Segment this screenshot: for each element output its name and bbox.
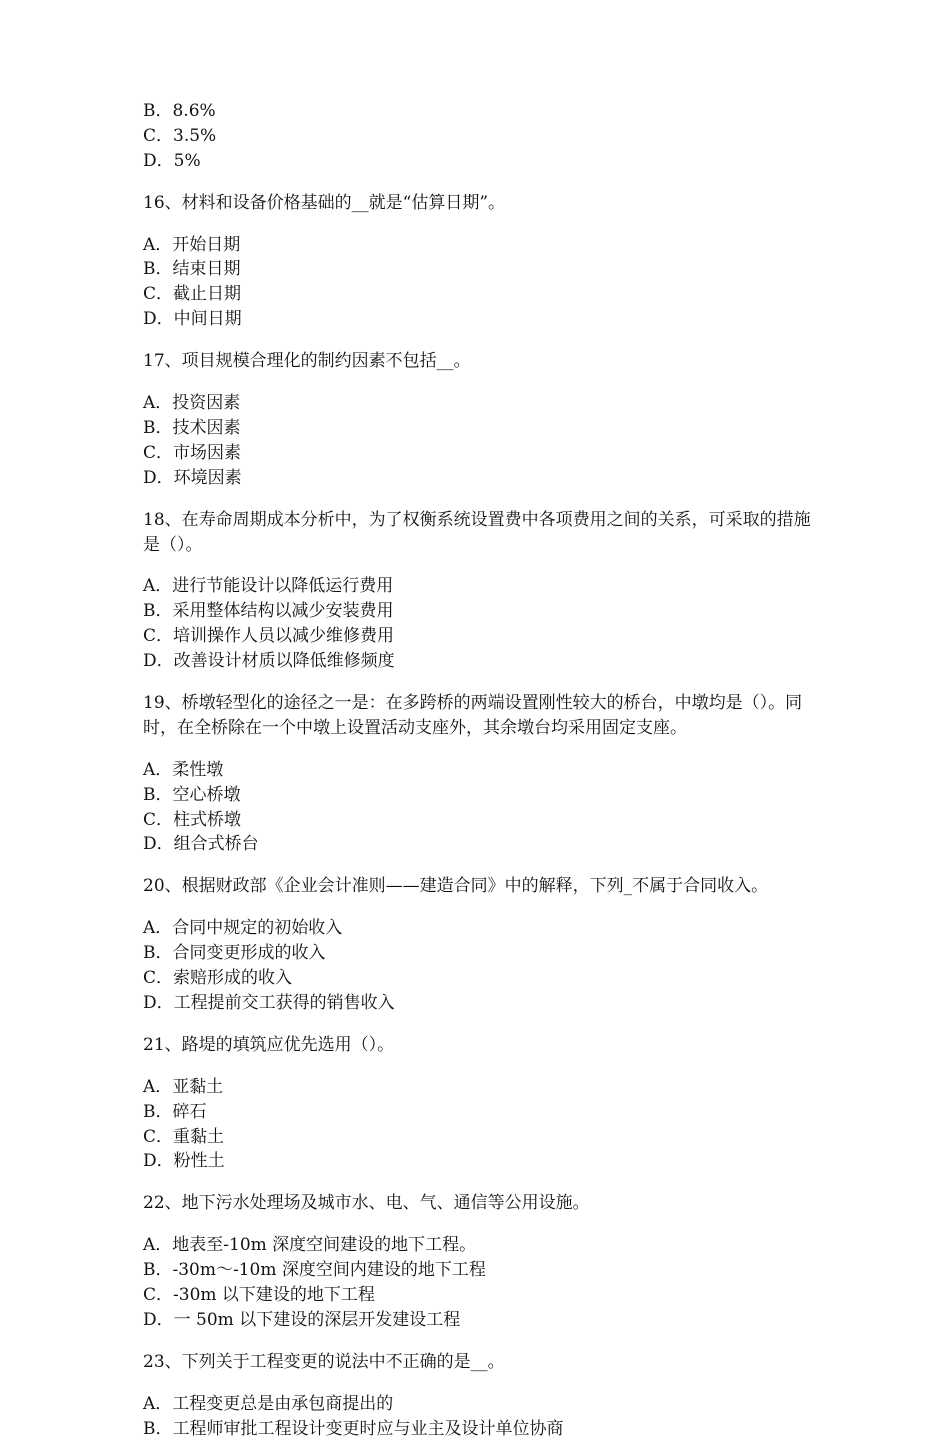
option-line: B．碎石 [143, 1101, 207, 1122]
question-17 [143, 349, 813, 490]
option-line: B．工程师审批工程设计变更时应与业主及设计单位协商 [143, 1418, 564, 1439]
option-line: A．工程变更总是由承包商提出的 [143, 1393, 394, 1414]
option-line: D．环境因素 [143, 467, 242, 488]
option-line: A．合同中规定的初始收入 [143, 918, 343, 939]
question-stem: 21、路堤的填筑应优先选用（）。 [143, 1034, 395, 1055]
question-23 [143, 1350, 813, 1441]
option-line: C．重黏土 [143, 1126, 225, 1147]
question-18 [143, 508, 813, 674]
question-stem: 22、地下污水处理场及城市水、电、气、通信等公用设施。 [143, 1193, 590, 1214]
option-line: B．空心桥墩 [143, 784, 241, 805]
question-stem: 19、桥墩轻型化的途径之一是：在多跨桥的两端设置刚性较大的桥台，中墩均是（）。同时，在全桥除在一个中墩上设置活动支座外，其余墩台均采用固定支座。 [143, 692, 803, 738]
option-line: B．-30m～-10m 深度空间内建设的地下工程 [143, 1260, 486, 1281]
question-21 [143, 1033, 813, 1174]
option-line: D．改善设计材质以降低维修频度 [143, 651, 395, 672]
option-line: C．-30m 以下建设的地下工程 [143, 1284, 375, 1305]
option-line: D．5% [143, 150, 201, 171]
option-line: D．中间日期 [143, 309, 242, 330]
option-line: B．技术因素 [143, 417, 241, 438]
option-line: D．一 50m 以下建设的深层开发建设工程 [143, 1309, 461, 1330]
question-19 [143, 691, 813, 857]
question-20 [143, 874, 813, 1015]
option-line: A．地表至-10m 深度空间建设的地下工程。 [143, 1235, 477, 1256]
option-line: C．培训操作人员以减少维修费用 [143, 626, 395, 647]
question-stem: 18、在寿命周期成本分析中，为了权衡系统设置费中各项费用之间的关系，可采取的措施是（）。 [143, 509, 811, 555]
option-line: B．合同变更形成的收入 [143, 943, 326, 964]
option-line: A．柔性墩 [143, 759, 224, 780]
option-line: A．亚黏土 [143, 1076, 224, 1097]
option-line: B．采用整体结构以减少安装费用 [143, 601, 394, 622]
option-line: A．开始日期 [143, 234, 241, 255]
option-line: D．组合式桥台 [143, 834, 259, 855]
question-16 [143, 191, 813, 332]
option-line: D．粉性土 [143, 1151, 225, 1172]
option-line: C．市场因素 [143, 442, 242, 463]
document-body [143, 99, 813, 1441]
option-line: C．柱式桥墩 [143, 809, 242, 830]
question-stem: 17、项目规模合理化的制约因素不包括__。 [143, 351, 471, 372]
option-line: D．工程提前交工获得的销售收入 [143, 992, 395, 1013]
question-stem: 16、材料和设备价格基础的__就是“估算日期”。 [143, 192, 506, 213]
option-line: B．8.6% [143, 101, 216, 121]
option-line: A．投资因素 [143, 393, 241, 414]
question-stem: 20、根据财政部《企业会计准则——建造合同》中的解释，下列_不属于合同收入。 [143, 876, 769, 897]
option-line: A．进行节能设计以降低运行费用 [143, 576, 394, 597]
option-line: C．3.5% [143, 125, 217, 146]
question-22 [143, 1191, 813, 1332]
option-line: B．结束日期 [143, 259, 241, 280]
option-line: C．截止日期 [143, 284, 242, 305]
option-line: C．索赔形成的收入 [143, 968, 293, 989]
question-stem: 23、下列关于工程变更的说法中不正确的是__。 [143, 1351, 505, 1372]
